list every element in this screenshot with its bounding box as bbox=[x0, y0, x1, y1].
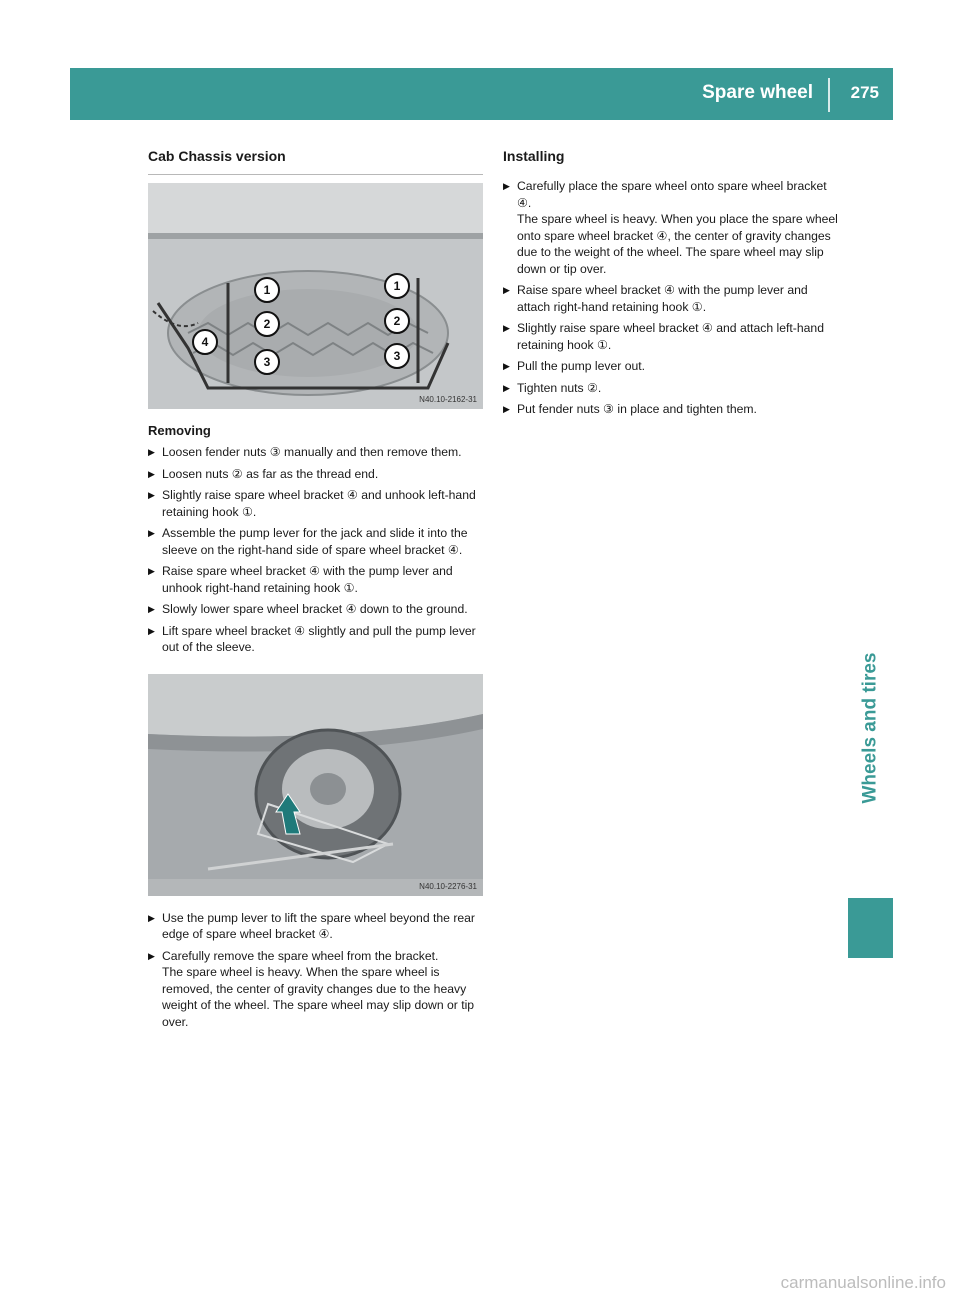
side-tab bbox=[848, 618, 893, 838]
list-item: ▶ Slightly raise spare wheel bracket ④ and unhook left-hand retaining hook ①. bbox=[148, 487, 483, 520]
subtitle-removing: Removing bbox=[148, 423, 211, 438]
page-number: 275 bbox=[850, 83, 879, 102]
callout-3-left: 3 bbox=[254, 349, 280, 375]
figure-spare-wheel-bracket bbox=[148, 183, 483, 409]
callout-1-left: 1 bbox=[254, 277, 280, 303]
lift-spare-wheel-illustration bbox=[148, 674, 483, 896]
section-title-cab-chassis: Cab Chassis version bbox=[148, 148, 483, 175]
list-item bbox=[503, 178, 838, 277]
callout-4: 4 bbox=[192, 329, 218, 355]
step-text: Tighten nuts ②. bbox=[517, 380, 602, 395]
list-item: ▶ Loosen fender nuts ③ manually and then remove them. bbox=[148, 444, 483, 461]
list-item: ▶ Raise spare wheel bracket ④ with the pump lever and unhook right-hand retaining hook ①. bbox=[148, 563, 483, 596]
header-title: Spare wheel bbox=[702, 82, 813, 103]
side-tab-marker bbox=[848, 898, 893, 958]
list-item: ▶ Assemble the pump lever for the jack and slide it into the sleeve on the right-hand side of spare wheel bracket ④. bbox=[148, 525, 483, 558]
callout-3-right: 3 bbox=[384, 343, 410, 369]
after-steps bbox=[148, 910, 483, 1031]
left-column bbox=[148, 148, 483, 1035]
removing-steps bbox=[148, 444, 483, 656]
step-text: Raise spare wheel bracket ④ with the pump lever and attach right-hand retaining hook ①. bbox=[517, 283, 808, 314]
list-item bbox=[503, 320, 838, 353]
header-bar bbox=[70, 68, 893, 120]
list-item bbox=[503, 380, 838, 397]
spare-wheel-illustration bbox=[148, 183, 483, 409]
installing-steps bbox=[503, 178, 838, 418]
list-item: ▶ Lift spare wheel bracket ④ slightly and pull the pump lever out of the sleeve. bbox=[148, 623, 483, 656]
list-item bbox=[148, 948, 483, 1031]
step-text: Put fender nuts ③ in place and tighten them. bbox=[517, 402, 757, 416]
callout-2-right: 2 bbox=[384, 308, 410, 334]
right-column bbox=[503, 148, 838, 423]
footer-site-link[interactable]: carmanualsonline.info bbox=[780, 1273, 946, 1292]
step-text: Slightly raise spare wheel bracket ④ and attach left-hand retaining hook ①. bbox=[517, 321, 824, 352]
side-tab-label: Wheels and tires bbox=[859, 652, 881, 804]
step-note: The spare wheel is heavy. When you place the spare wheel onto spare wheel bracket ④, the center of gravity changes due to the weight of the wheel. The spare wheel may slip down or tip over. bbox=[517, 212, 838, 276]
list-item bbox=[148, 910, 483, 943]
callout-2-left: 2 bbox=[254, 311, 280, 337]
list-item bbox=[503, 358, 838, 375]
callout-1-right: 1 bbox=[384, 273, 410, 299]
step-note: The spare wheel is heavy. When the spare wheel is removed, the center of gravity changes due to the heavy weight of the wheel. The spare wheel may slip down or tip over. bbox=[162, 965, 475, 1029]
list-item: ▶ Loosen nuts ② as far as the thread end. bbox=[148, 466, 483, 483]
figure-lift-spare-wheel bbox=[148, 674, 483, 896]
header-divider bbox=[828, 78, 830, 112]
step-text: Carefully place the spare wheel onto spare wheel bracket ④. bbox=[517, 179, 827, 210]
step-text: Carefully remove the spare wheel from the bracket. bbox=[162, 948, 439, 963]
step-text: Pull the pump lever out. bbox=[517, 359, 646, 373]
figure-code: N40.10-2162-31 bbox=[419, 395, 477, 404]
list-item bbox=[503, 282, 838, 315]
list-item bbox=[503, 401, 838, 418]
figure-code: N40.10-2276-31 bbox=[419, 881, 477, 891]
section-title-installing: Installing bbox=[503, 148, 565, 164]
step-text: Use the pump lever to lift the spare wheel beyond the rear edge of spare wheel bracket ④. bbox=[162, 910, 475, 941]
list-item: ▶ Slowly lower spare wheel bracket ④ down to the ground. bbox=[148, 601, 483, 618]
